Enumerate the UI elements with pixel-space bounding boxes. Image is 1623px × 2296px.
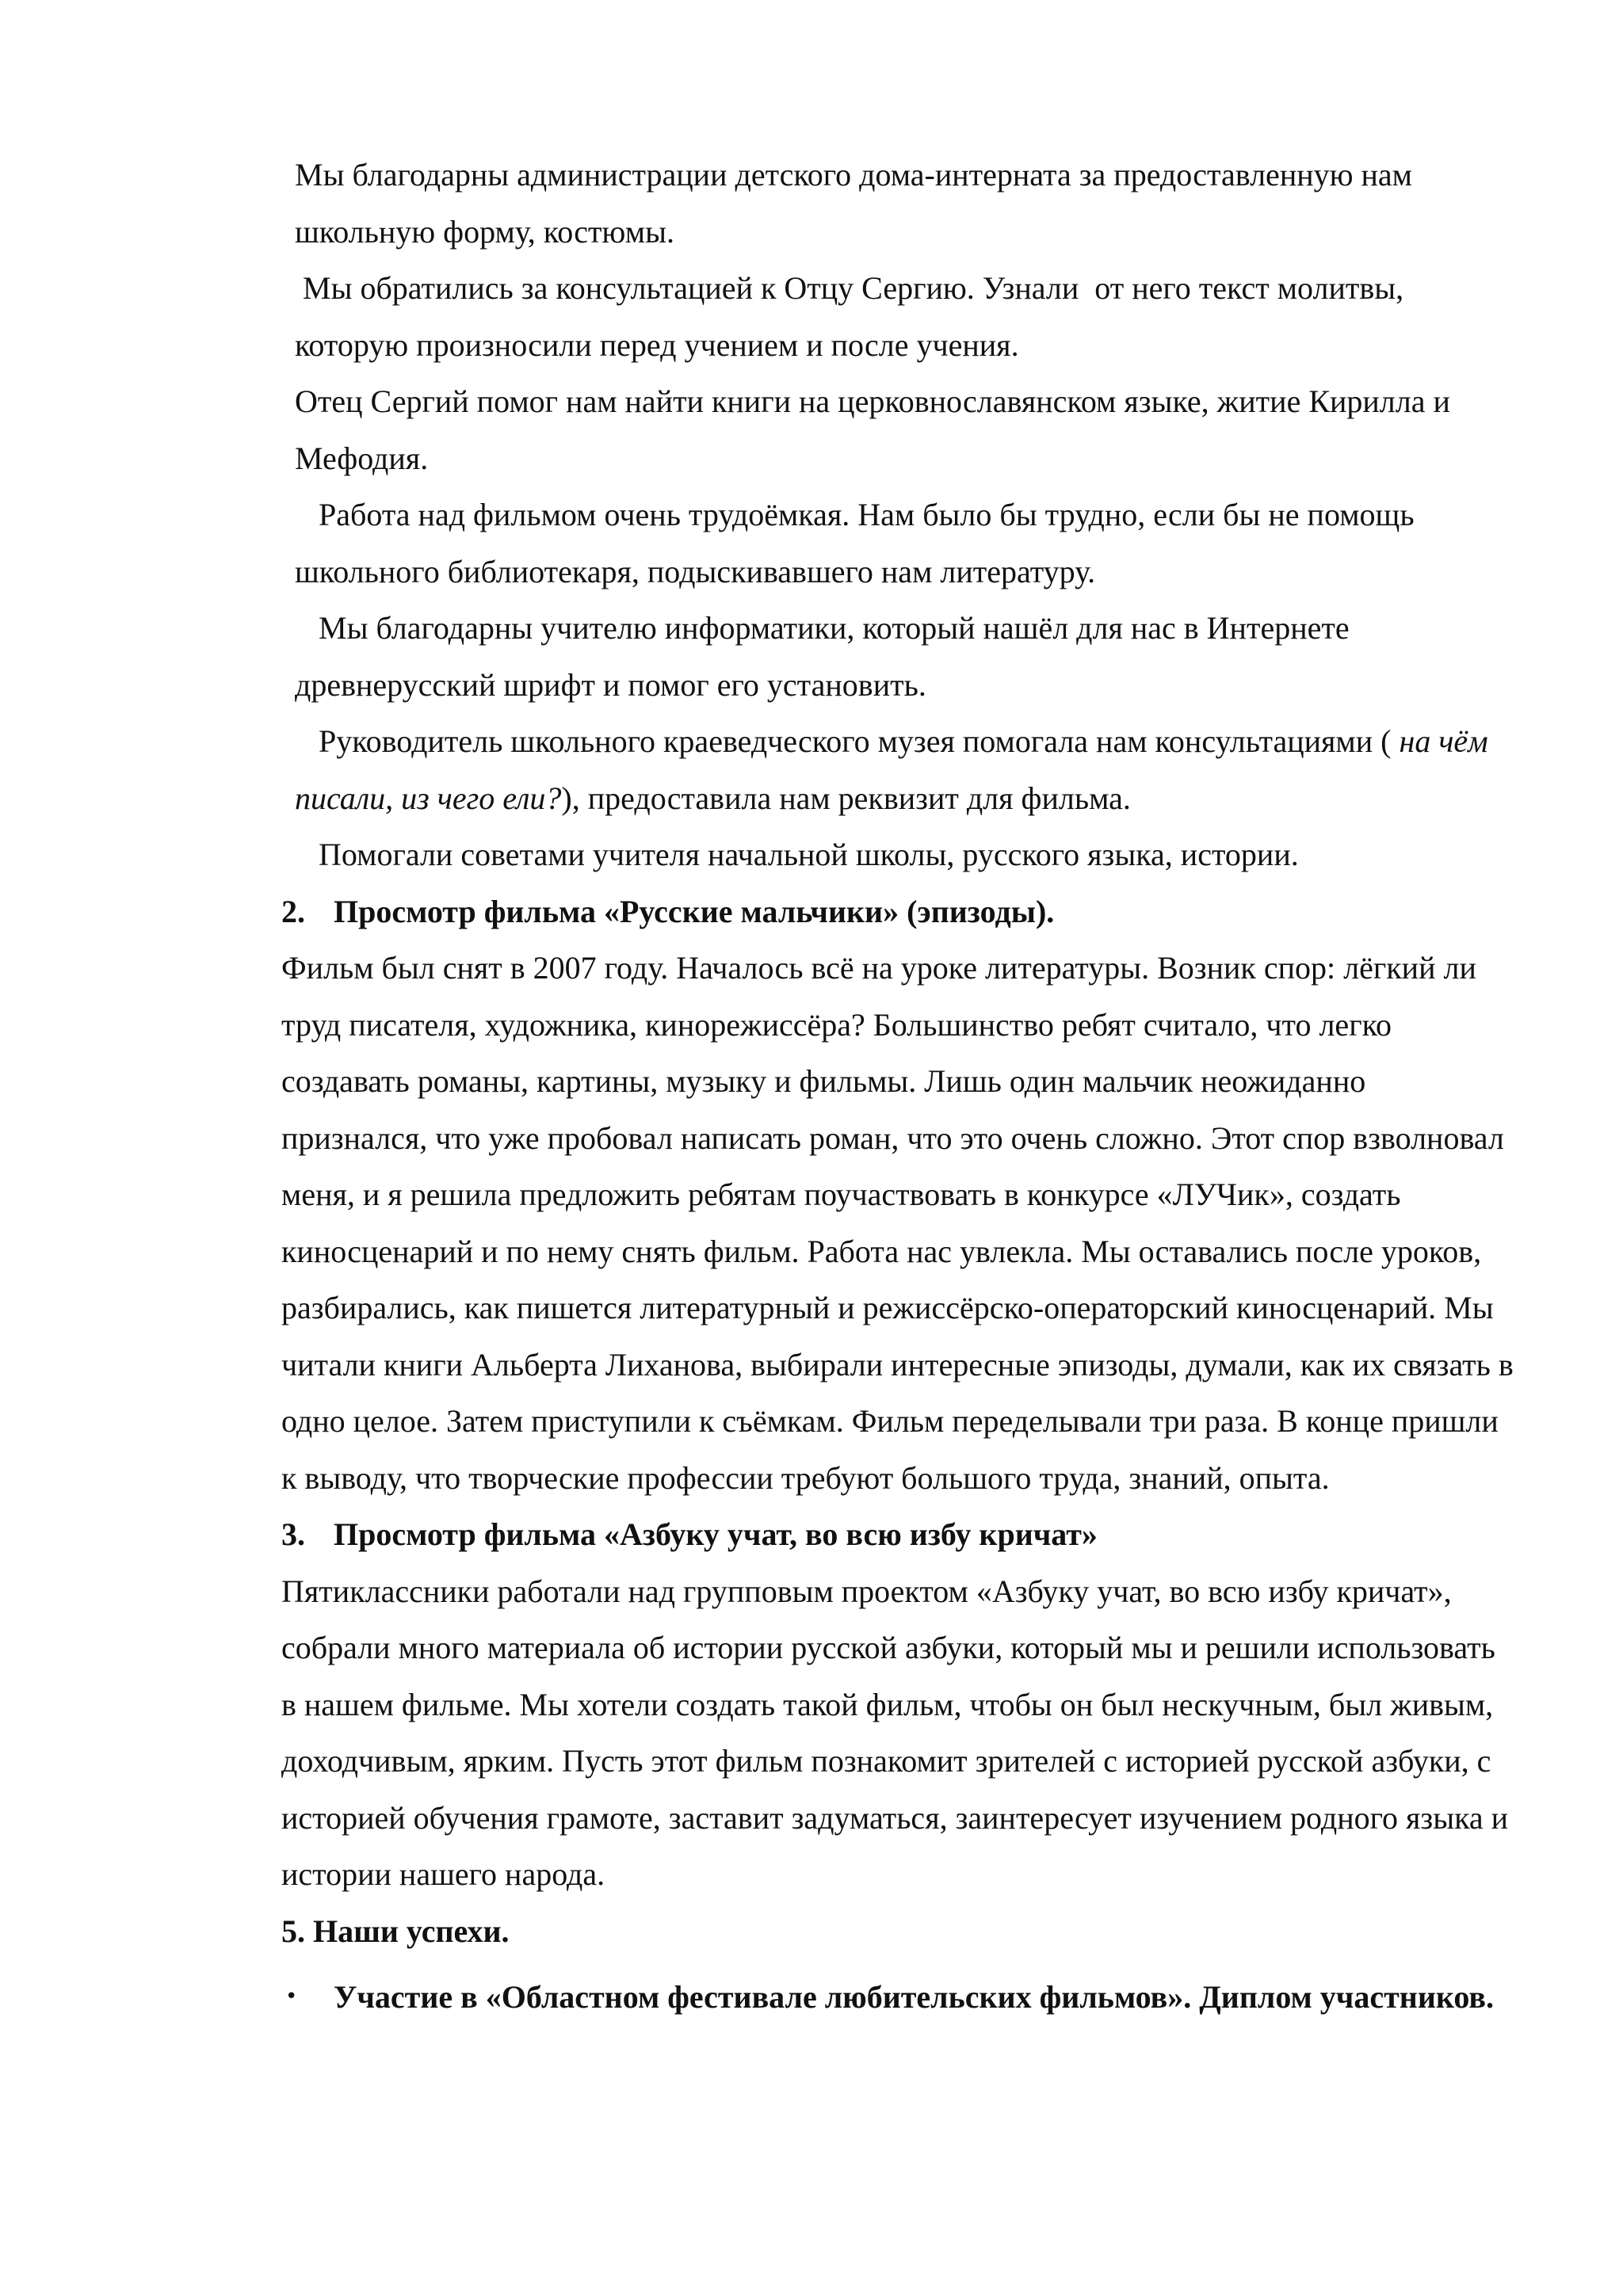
achievement-list-item [281, 1969, 1518, 2026]
paragraph-museum-head-italic: на чём писали, из чего ели? [295, 723, 1488, 816]
section-2-text: Фильм был снят в 2007 году. Началось всё на уроке литературы. Возник спор: лёгкий ли труд писателя, художника, кинорежиссёра? Большинство ребят считало, что легко создавать романы, картины, музыку и фильмы. Лишь один мальчик неожиданно признался, что уже пробовал написать роман, что это очень сложно. Этот спор взволновал меня, и я решила предложить ребятам поучаствовать в конкурсе «ЛУЧик», создать киносценарий и по нему снять фильм. Работа нас увлекла. Мы оставались после уроков, разбирались, как пишется литературный и режиссёрско-операторский киносценарий. Мы читали книги Альберта Лиханова, выбирали интересные эпизоды, думали, как их связать в одно целое. Затем приступили к съёмкам. Фильм переделывали три раза. В конце пришли к выводу, что творческие профессии требуют большого труда, знаний, опыта. [281, 950, 1514, 1496]
section-2-number: 2. [281, 893, 305, 929]
section-3-heading [281, 1506, 1518, 1563]
paragraph-informatics-teacher: Мы благодарны учителю информатики, который нашёл для нас в Интернете древнерусский шрифт и помог его установить. [295, 610, 1350, 703]
paragraph-museum-head-start: Руководитель школьного краеведческого музея помогала нам консультациями ( [319, 723, 1400, 759]
section-3-text: Пятиклассники работали над групповым проектом «Азбуку учат, во всю избу кричат», собрали много материала об истории русской азбуки, который мы и решили использовать в нашем фильме. Мы хотели создать такой фильм, чтобы он был нескучным, был живым, доходчивым, ярким. Пусть этот фильм познакомит зрителей с историей русской азбуки, с историей обучения грамоте, заставит задуматься, заинтересует изучением родного языка и истории нашего народа. [281, 1573, 1509, 1892]
paragraph-father-sergiy-consultation: Мы обратились за консультацией к Отцу Сергию. Узнали от него текст молитвы, которую произносили перед учением и после учения. [295, 270, 1412, 363]
section-5-heading: 5. Наши успехи. [281, 1913, 510, 1949]
section-2-title: Просмотр фильма «Русские мальчики» (эпизоды). [334, 893, 1055, 929]
paragraph-teachers-advice: Помогали советами учителя начальной школы, русского языка, истории. [319, 837, 1299, 872]
section-2-heading [281, 883, 1518, 940]
paragraph-museum-head [281, 713, 1518, 826]
section-3-title: Просмотр фильма «Азбуку учат, во всю избу кричат» [334, 1516, 1098, 1552]
paragraph-museum-head-end: ), предоставила нам реквизит для фильма. [561, 780, 1131, 816]
achievement-text: Участие в «Областном фестивале любительских фильмов». Диплом участников. [334, 1979, 1494, 2015]
section-3-number: 3. [281, 1516, 305, 1552]
paragraph-gratitude-administration: Мы благодарны администрации детского дома-интерната за предоставленную нам школьную форму, костюмы. [295, 157, 1412, 250]
document-body [281, 147, 1518, 2026]
bullet-icon: • [285, 1985, 298, 2008]
paragraph-church-slavonic-books: Отец Сергий помог нам найти книги на церковнославянском языке, житие Кирилла и Мефодия. [295, 383, 1450, 476]
paragraph-librarian-help: Работа над фильмом очень трудоёмкая. Нам было бы трудно, если бы не помощь школьного библиотекаря, подыскивавшего нам литературу. [295, 497, 1415, 589]
